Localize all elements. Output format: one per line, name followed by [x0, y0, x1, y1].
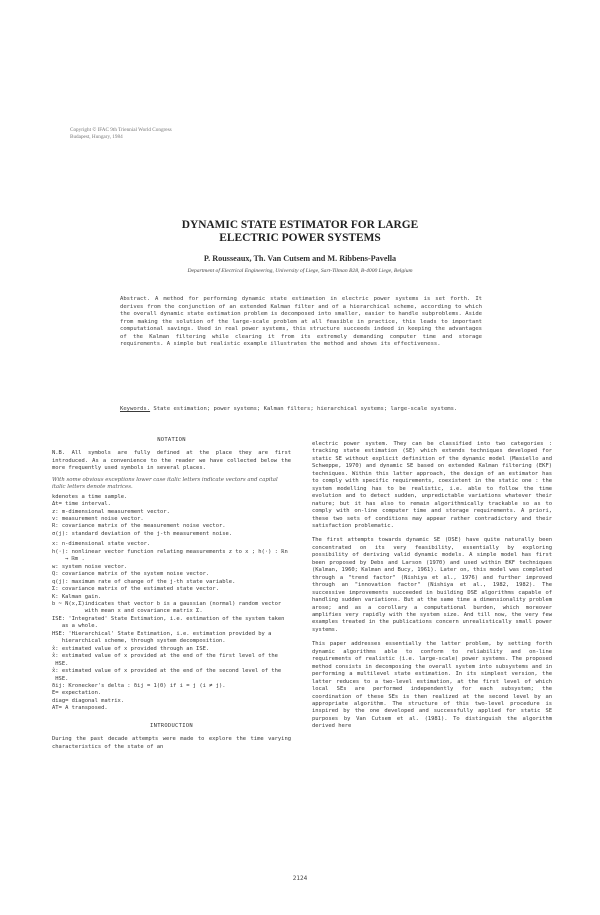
- symbol: Δt: [52, 501, 59, 508]
- symbol-row: [52, 516, 291, 523]
- symbol-row: [52, 586, 291, 593]
- symbol: σ(j): [52, 530, 66, 537]
- body-paragraph: This paper addresses essentially the latter problem, by setting forth dynamic algorithms able to conform to reliability and on-line requirements of realistic (i.e. large-scale) power systems. The proposed method consists in decomposing the overall system into subsystems and in performing a multilevel state estimation. In its simplest version, the latter reduces to a two-level estimation, at the first level of which local SEs are performed independently for each subsystem; the coordination of these SEs is then realized at the second level by an appropriate algorithm. The structure of this two-level procedure is inspired by the one developed and successfully applied for static SE purposes by Van Cutsem et al. (1981). To distinguish the algorithm derived here: [312, 641, 552, 730]
- symbol-row: [52, 494, 291, 501]
- symbol-row: [52, 594, 291, 601]
- page-number: 2124: [292, 875, 308, 882]
- keywords-text: State estimation; power systems; Kalman filters; hierarchical systems; large-scale systems.: [150, 406, 458, 412]
- symbol: ISE: [52, 615, 62, 622]
- symbol-row: [52, 541, 291, 548]
- symbol: Q: [52, 571, 56, 578]
- symbol: x̂: [52, 668, 56, 675]
- symbol-definition: : covariance matrix of the measurement noise vector.: [55, 523, 226, 530]
- symbol-definition: = A transposed.: [58, 705, 108, 712]
- copyright-line: Budapest, Hungary, 1984: [70, 133, 123, 140]
- symbol-row: [52, 668, 291, 683]
- symbol: b ~ N(x,Σ): [52, 600, 85, 607]
- symbol: x: [52, 541, 56, 548]
- symbol-row: [52, 531, 291, 538]
- paper-title-line-2: ELECTRIC POWER SYSTEMS: [219, 232, 381, 244]
- symbol-definition: : n-dimensional state vector.: [55, 541, 151, 548]
- symbol-definition: : estimated value of x provided through an ISE.: [55, 645, 210, 652]
- symbol-definition: denotes a time sample.: [55, 493, 128, 500]
- symbol-row: [52, 601, 291, 616]
- symbol-row: [52, 683, 291, 690]
- symbol-row: [52, 616, 291, 631]
- symbol: diag: [52, 697, 66, 704]
- symbol-row: [52, 698, 291, 705]
- symbol-row: [52, 501, 291, 508]
- symbol-definition: : estimated value of x provided at the end of the second level of the HSE.: [55, 668, 282, 682]
- symbol-row: [52, 549, 291, 564]
- symbol-definition: : m-dimensional measurement vector.: [55, 508, 170, 515]
- symbol-definition: : measurement noise vector.: [55, 515, 144, 522]
- symbol: x̂: [52, 653, 56, 660]
- symbol: K: [52, 593, 56, 600]
- symbol-definition: : system noise vector.: [55, 563, 128, 570]
- left-column: [52, 437, 291, 751]
- symbol: E: [52, 690, 56, 697]
- symbol: w: [52, 563, 56, 570]
- symbol: k: [52, 493, 56, 500]
- symbol-definition: : standard deviation of the j-th measurement noise.: [65, 530, 233, 537]
- symbol-definition: = diagonal matrix.: [65, 697, 125, 704]
- symbol-definition: : Kronecker's delta : δij = 1(0) if i = j (i ≠ j).: [61, 682, 226, 689]
- symbol-definition: = time interval.: [58, 501, 111, 508]
- symbol-row: [52, 705, 291, 712]
- symbol-row: [52, 564, 291, 571]
- symbol: z: [52, 508, 56, 515]
- keywords-label: Keywords.: [120, 406, 151, 412]
- nb-paragraph: N.B. All symbols are fully defined at the place they are first introduced. As a convenience to the reader we have collected below the more frequently used symbols in several places.: [52, 450, 291, 472]
- authors: P. Rousseaux, Th. Van Cutsem and M. Ribbens-Pavella: [203, 254, 397, 263]
- symbol-row: [52, 690, 291, 697]
- symbol: R: [52, 523, 56, 530]
- symbol-definition: : 'Hierarchical' State Estimation, i.e. estimation provided by a hierarchical scheme, through system decomposition.: [61, 630, 272, 645]
- keywords: [120, 406, 482, 414]
- copyright-notice: [70, 127, 250, 140]
- body-paragraph: electric power system. They can be classified into two categories : tracking state estimation (SE) which extends techniques developed for static SE without explicit definition of the dynamic model (Masiello and Schweppe, 1970) and dynamic SE based on extended Kalman filtering (EKF) techniques. Within this latter approach, the design of an estimator has to comply with specific requirements, coexistent in the static one : the system modelling has to be realistic, i.e. able to follow the time evolution and to detect sudden, unpredictable variations whatever their nature; but it has also to remain algorithmically trackable so as to comply with on-line computer time and storage requirements. A priori, these two sets of conditions may appear rather contradictory and their satisfaction problematic.: [312, 441, 552, 529]
- symbol-row: [52, 653, 291, 668]
- symbol-definition: = expectation.: [55, 690, 102, 697]
- paper-title-line-1: DYNAMIC STATE ESTIMATOR FOR LARGE: [181, 219, 419, 231]
- symbol-definition: : nonlinear vector function relating measurements z to x ; h(·) : ℝn → ℝm .: [65, 548, 288, 563]
- symbol: Σ: [52, 586, 56, 593]
- symbol: HSE: [52, 630, 62, 637]
- symbol-row: [52, 646, 291, 653]
- introduction-heading: INTRODUCTION: [150, 722, 193, 729]
- symbol: q(j): [52, 578, 66, 585]
- symbol-row: [52, 579, 291, 586]
- symbol-row: [52, 571, 291, 578]
- symbol: δij: [52, 682, 62, 689]
- symbol: v: [52, 515, 56, 522]
- abstract: Abstract. A method for performing dynamic state estimation in electric power systems is set forth. It derives from the conjunction of an extended Kalman filter and of a hierarchical scheme, according to which the overall dynamic state estimation problem is decomposed into smaller, easier to handle subproblems. Aside from making the solution of the large-scale problem at all feasible in practice, this leads to important computational savings. Used in real power systems, this structure succeeds indeed in keeping the advantages of the Kalman filtering while clearing it from its extremely demanding computer time and storage requirements. A simple but realistic example illustrates the method and shows its effectiveness.: [120, 296, 482, 348]
- notation-heading: NOTATION: [157, 437, 186, 443]
- symbol-definition: : Kalman gain.: [55, 593, 102, 600]
- body-paragraph: The first attempts towards dynamic SE (DSE) have quite naturally been concentrated on its very feasibility, essentially by exploring possibility of deriving valid dynamic models. A simple model has first been proposed by Debs and Larson (1970) and used within EKF techniques (Kalman, 1960; Kalman and Bucy, 1961). Later on, this model was completed through a "trend factor" (Nishiya et al., 1976) and further improved through an "innovation factor" (Nishiya et al., 1982, 1982). The successive improvements succeeded in building DSE algorithms capable of handling sudden variations. But at the same time a dimensionality problem arose; and as a corollary a computational burden, which moreover amplifies very rapidly with the system size. And till now, the very few examples treated in the publications concern unrealistically small power systems.: [312, 537, 552, 633]
- symbol-row: [52, 631, 291, 646]
- symbol-row: [52, 509, 291, 516]
- symbol-definition: : covariance matrix of the estimated state vector.: [55, 586, 219, 593]
- introduction-text: During the past decade attempts were made to explore the time varying characteristics of the state of an: [52, 736, 291, 750]
- symbol: h(·): [52, 548, 66, 555]
- symbol: AT: [52, 705, 59, 712]
- symbol-row: [52, 523, 291, 530]
- symbol-definition: : estimated value of x provided at the end of the first level of the HSE.: [55, 653, 278, 667]
- copyright-line: Copyright © IFAC 9th Triennial World Congress: [70, 127, 172, 133]
- right-column: [312, 441, 552, 731]
- affiliation: Department of Electrical Engineering, University of Liege, Sart-Tilman B28, B-4000 Liege, Belgium: [187, 268, 413, 274]
- symbol-definition: : maximum rate of change of the j-th state variable.: [65, 578, 236, 585]
- symbol-definition: : covariance matrix of the system noise vector.: [55, 571, 210, 578]
- symbol: x̂: [52, 645, 56, 652]
- notation-italic-note: With some obvious exceptions lower case italic letters indicate vectors and capital italic letters denote matrices.: [52, 476, 278, 491]
- symbol-definition: : 'Integrated' State Estimation, i.e. estimation of the system taken as a whole.: [61, 615, 285, 630]
- symbol-definition: indicates that vector b is a gaussian (normal) random vector with mean x and covariance matrix Σ.: [84, 600, 282, 615]
